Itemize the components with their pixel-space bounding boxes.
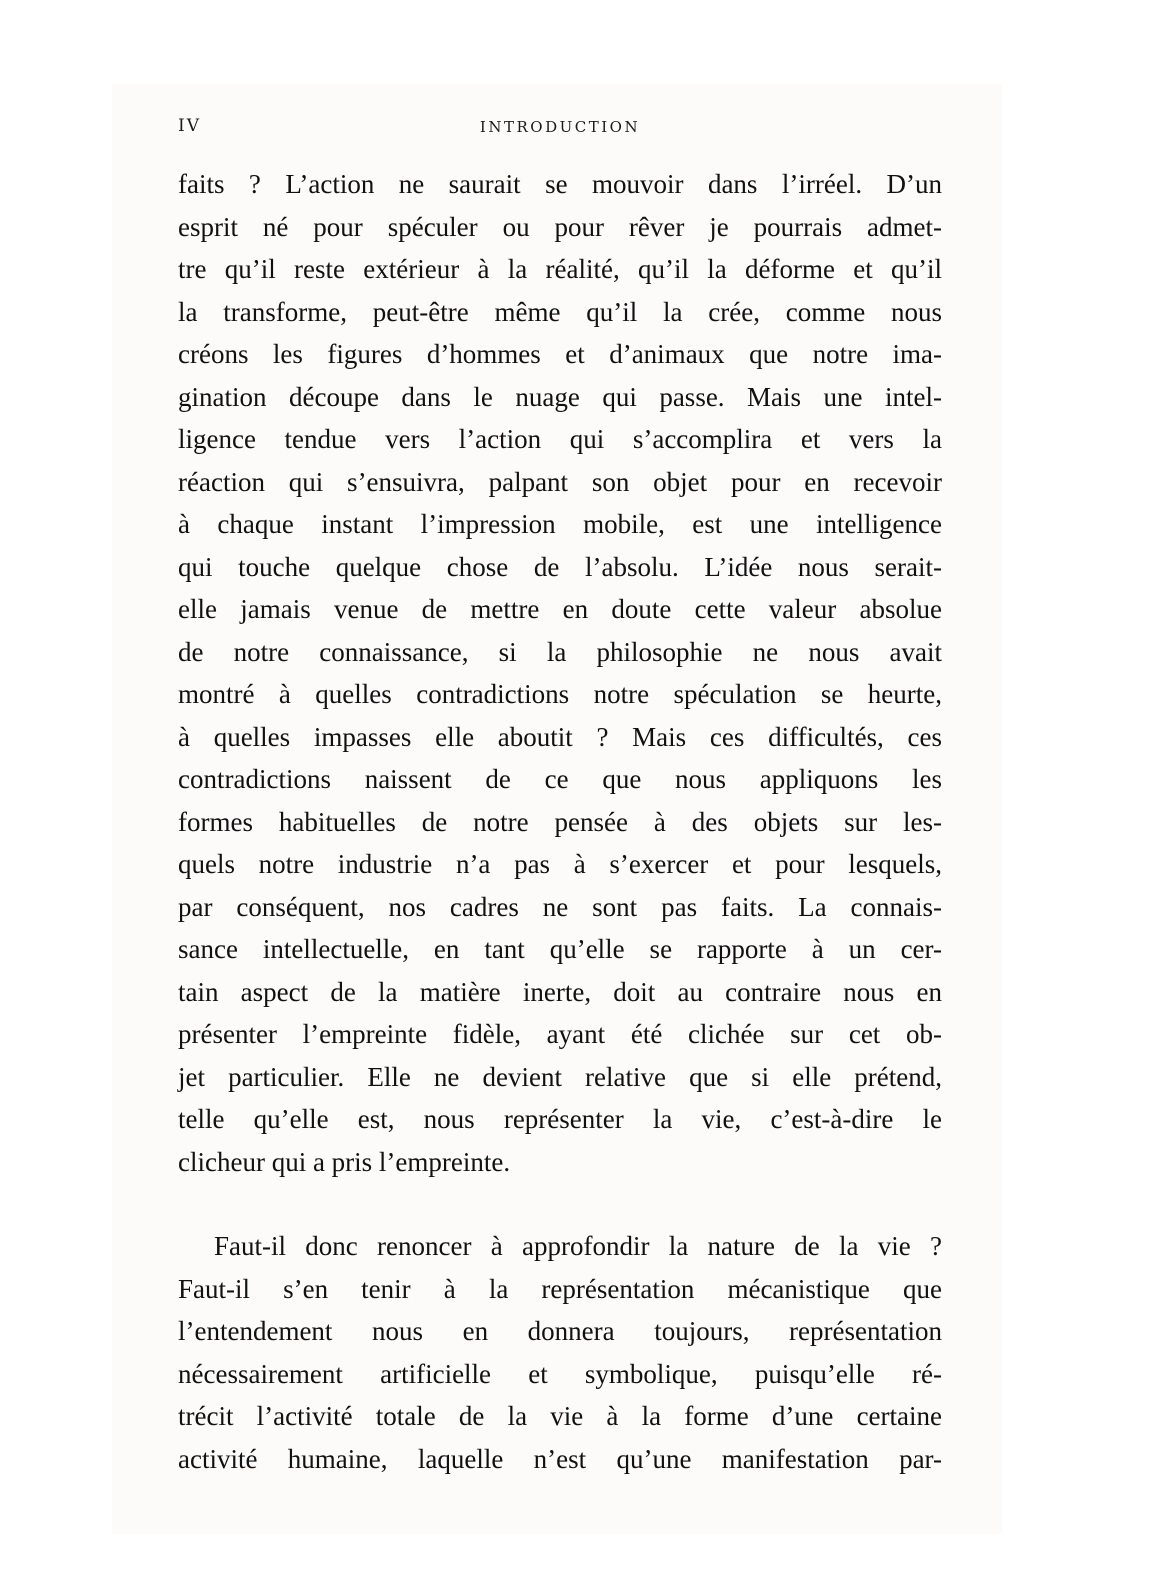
text-line: jet particulier. Elle ne devient relative que si elle prétend, [178, 1061, 942, 1092]
paragraph-2 [178, 1225, 942, 1480]
text-line: sance intellectuelle, en tant qu’elle se rapporte à un cer- [178, 934, 942, 964]
text-line: tre qu’il reste extérieur à la réalité, qu’il la déforme et qu’il [178, 254, 942, 284]
body-text [178, 163, 942, 1480]
text-line: tain aspect de la matière inerte, doit au contraire nous en [178, 976, 942, 1007]
text-line: clicheur qui a pris l’empreinte. [178, 1146, 511, 1177]
text-line: gination découpe dans le nuage qui passe. Mais une intel- [178, 381, 942, 412]
text-line: telle qu’elle est, nous représenter la vie, c’est-à-dire le [178, 1104, 942, 1134]
page-number: IV [178, 116, 201, 136]
text-line: trécit l’activité totale de la vie à la forme d’une certaine [178, 1401, 942, 1431]
text-line: à quelles impasses elle aboutit ? Mais ces difficultés, ces [178, 721, 942, 752]
text-line: par conséquent, nos cadres ne sont pas faits. La connais- [178, 891, 942, 922]
text-line: l’entendement nous en donnera toujours, représentation [178, 1316, 942, 1346]
text-line: elle jamais venue de mettre en doute cette valeur absolue [178, 594, 942, 624]
text-line: nécessairement artificielle et symbolique, puisqu’elle ré- [178, 1358, 942, 1389]
text-line: de notre connaissance, si la philosophie ne nous avait [178, 636, 942, 667]
text-line: activité humaine, laquelle n’est qu’une manifestation par- [178, 1443, 942, 1474]
running-head [178, 116, 942, 142]
paragraph-gap [178, 1183, 942, 1225]
paragraph-1 [178, 163, 942, 1183]
text-line: à chaque instant l’impression mobile, est une intelligence [178, 509, 942, 539]
text-line: Faut-il donc renoncer à approfondir la nature de la vie ? [214, 1231, 942, 1261]
text-line: formes habituelles de notre pensée à des objets sur les- [178, 806, 942, 837]
text-line: montré à quelles contradictions notre spéculation se heurte, [178, 679, 942, 709]
text-line: présenter l’empreinte fidèle, ayant été clichée sur cet ob- [178, 1019, 942, 1049]
text-line: créons les figures d’hommes et d’animaux que notre ima- [178, 339, 942, 369]
text-line: quels notre industrie n’a pas à s’exercer et pour lesquels, [178, 849, 942, 879]
running-title: INTRODUCTION [479, 118, 641, 136]
text-line: faits ? L’action ne saurait se mouvoir dans l’irréel. D’un [178, 169, 942, 199]
text-line: la transforme, peut-être même qu’il la crée, comme nous [178, 296, 942, 327]
text-line: réaction qui s’ensuivra, palpant son objet pour en recevoir [178, 466, 942, 497]
text-line: contradictions naissent de ce que nous appliquons les [178, 764, 942, 794]
text-line: Faut-il s’en tenir à la représentation mécanistique que [178, 1273, 942, 1304]
text-line: qui touche quelque chose de l’absolu. L’idée nous serait- [178, 551, 942, 582]
text-line: esprit né pour spéculer ou pour rêver je pourrais admet- [178, 211, 942, 242]
text-line: ligence tendue vers l’action qui s’accomplira et vers la [178, 424, 942, 454]
